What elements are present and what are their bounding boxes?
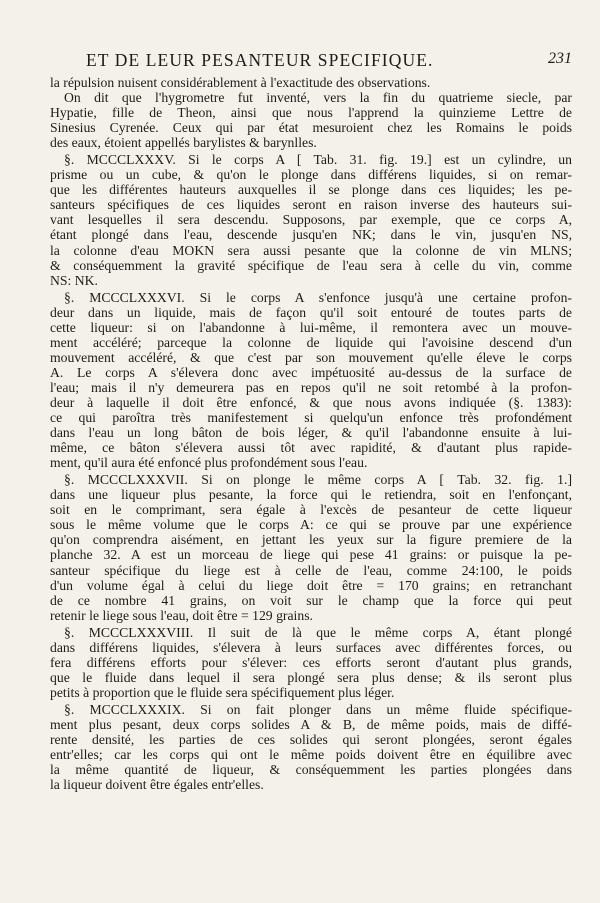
text-line: petits à proportion que le fluide sera spécifiquement plus léger. <box>50 684 395 700</box>
text-line: soit en le comprimant, sera égale à l'excès de pesanteur de cette liqueur <box>50 502 572 518</box>
page-number: 231 <box>548 50 572 67</box>
text-line: la répulsion nuisent considérablement à l'exactitude des observations. <box>50 75 431 90</box>
text-line: qu'on comprendra aisément, en jettant les yeux sur la figure premiere de la <box>50 532 572 548</box>
text-line: ment plus pesant, deux corps solides A & B, de même poids, mais de diffé- <box>50 716 572 732</box>
text-line: santeurs spécifiques de ces liquides seront en raison inverse des hauteurs sui- <box>50 197 572 213</box>
page-body <box>50 75 572 792</box>
text-line: ment accéléré; parceque la colonne de liquide qui l'avoisine descend d'un <box>50 334 572 350</box>
text-line: retenir le liege sous l'eau, doit être = 129 grains. <box>50 607 313 623</box>
text-line: dans une liqueur plus pesante, la force qui le retiendra, soit en l'enfonçant, <box>50 487 572 503</box>
text-line: des eaux, étoient appellés barylistes & barynlles. <box>50 135 317 151</box>
text-line: Sinesius Cyrenée. Ceux qui par état mesuroient chez les Romains le poids <box>50 120 572 136</box>
running-title: ET DE LEUR PESANTEUR SPECIFIQUE. <box>86 50 434 70</box>
page-header <box>86 50 572 74</box>
text-line: §. MCCCLXXXVI. Si le corps A s'enfonce jusqu'à une certaine profon- <box>64 289 572 305</box>
text-line: deur dans un liquide, mais de façon qu'il soit entouré de toutes parts de <box>50 304 572 320</box>
text-line: vant lesquelles il sera descendu. Supposons, par exemple, que ce corps A, <box>50 212 572 228</box>
text-line: Hypatie, fille de Theon, ainsi que nous l'apprend la quinzieme Lettre de <box>50 105 572 121</box>
text-line: la colonne d'eau MOKN sera aussi pesante que la colonne de vin MLNS; <box>50 242 572 258</box>
text-line: deur à laquelle il doit être enfoncé, & que nous avons indiquée (§. 1383): <box>50 394 572 410</box>
text-line: que les différentes hauteurs auxquelles il se plonge dans ces liquides; les pe- <box>50 182 572 198</box>
text-line: dans l'eau un long bâton de bois léger, & qu'il l'abandonne ensuite à lui- <box>50 425 572 441</box>
text-line: sous le même volume que le corps A: ce qui se prouve par une expérience <box>50 517 572 533</box>
text-line: §. MCCCLXXXVII. Si on plonge le même corps A [ Tab. 32. fig. 1.] <box>64 472 572 488</box>
text-line: d'un volume égal à celui du liege doit être = 170 grains; en retranchant <box>50 577 572 593</box>
text-line: On dit que l'hygrometre fut inventé, vers la fin du quatrieme siecle, par <box>64 90 572 106</box>
text-line: §. MCCCLXXXVIII. Il suit de là que le même corps A, étant plongé <box>64 624 572 640</box>
text-line: entr'elles; car les corps qui ont le même poids doivent être en équilibre avec <box>50 747 572 763</box>
text-line: ment, qu'il aura été enfoncé plus profondément sous l'eau. <box>50 455 368 471</box>
text-line: prisme ou un cube, & qu'on le plonge dans différens liquides, si on remar- <box>50 167 572 183</box>
text-line: la même quantité de liqueur, & conséquemment les parties plongées dans <box>50 762 572 778</box>
text-line: & conséquemment la gravité spécifique de l'eau sera à celle du vin, comme <box>50 257 572 273</box>
text-line: planche 32. A est un morceau de liege qui pese 41 grains: or puisque la pe- <box>50 547 572 563</box>
text-line: cette liqueur: si on l'abandonne à lui-même, il remontera avec un mouve- <box>50 319 572 335</box>
text-line: fera différens efforts pour s'élever: ces efforts seront d'autant plus grands, <box>50 654 572 670</box>
text-line: §. MCCCLXXXV. Si le corps A [ Tab. 31. fig. 19.] est un cylindre, un <box>64 152 572 168</box>
text-line: §. MCCCLXXXIX. Si on fait plonger dans un même fluide spécifique- <box>64 701 572 717</box>
text-line: santeur spécifique du liege est à celle de l'eau, comme 24:100, le poids <box>50 562 572 578</box>
text-line: de ce nombre 41 grains, on voit sur le champ que la force qui peut <box>50 592 572 608</box>
text-line: étant plongé dans l'eau, descende jusqu'en NK; dans le vin, jusqu'en NS, <box>50 227 572 243</box>
text-line: NS: NK. <box>50 272 98 288</box>
text-line: rente densité, les parties de ces solides qui seront plongées, seront égales <box>50 732 572 748</box>
text-line: l'eau; mais il n'y demeurera pas en repos qu'il ne soit retombé à la profon- <box>50 379 572 395</box>
text-line: la liqueur doivent être égales entr'elles. <box>50 777 264 793</box>
text-line: mouvement accéléré, & que c'est par son mouvement qu'elle éleve le corps <box>50 349 572 365</box>
text-line: que le fluide dans lequel il sera plongé sera plus dense; & ils seront plus <box>50 669 572 685</box>
text-line: même, ce bâton s'élevera aussi tôt avec rapidité, & d'autant plus rapide- <box>50 440 572 456</box>
text-line: A. Le corps A s'élevera donc avec impétuosité au-dessus de la surface de <box>50 364 572 380</box>
text-line: dans différens liquides, s'élevera à leurs surfaces avec différentes forces, ou <box>50 639 572 655</box>
text-line: ce qui paroîtra très manifestement si quelqu'un enfonce très profondément <box>50 410 572 426</box>
